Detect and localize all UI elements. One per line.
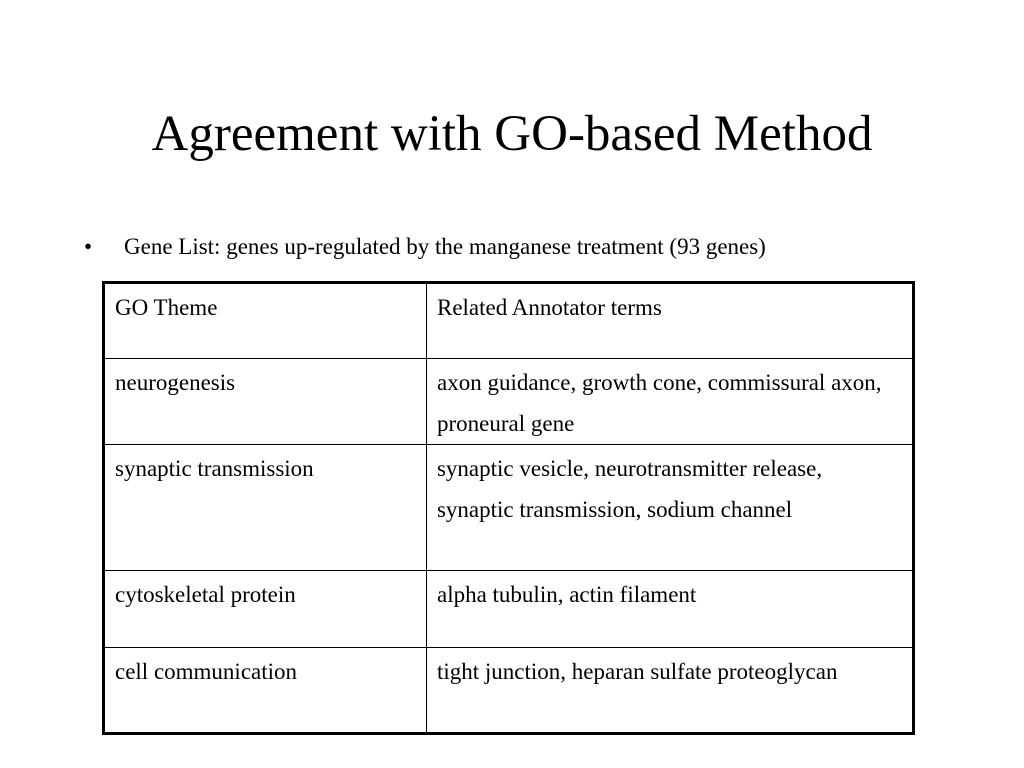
go-theme-cell: neurogenesis <box>104 359 427 445</box>
annotator-terms-cell: synaptic vesicle, neurotransmitter release, synaptic transmission, sodium channel <box>426 445 913 571</box>
bullet-item <box>84 232 984 262</box>
table-row <box>104 445 914 571</box>
go-theme-cell: cell communication <box>104 648 427 734</box>
bullet-text: Gene List: genes up-regulated by the manganese treatment (93 genes) <box>124 234 766 259</box>
go-theme-cell: synaptic transmission <box>104 445 427 571</box>
table-row <box>104 571 914 648</box>
header-go-theme: GO Theme <box>104 283 427 359</box>
go-theme-table <box>102 281 915 735</box>
annotator-terms-cell: alpha tubulin, actin filament <box>426 571 913 648</box>
table-row <box>104 359 914 445</box>
slide-title: Agreement with GO-based Method <box>151 106 873 162</box>
annotator-terms-cell: axon guidance, growth cone, commissural axon, proneural gene <box>426 359 913 445</box>
go-theme-cell: cytoskeletal protein <box>104 571 427 648</box>
table-row <box>104 648 914 734</box>
annotator-terms-cell: tight junction, heparan sulfate proteoglycan <box>426 648 913 734</box>
table-header-row <box>104 283 914 359</box>
bullet-dot: • <box>84 234 93 259</box>
header-annotator-terms: Related Annotator terms <box>426 283 913 359</box>
